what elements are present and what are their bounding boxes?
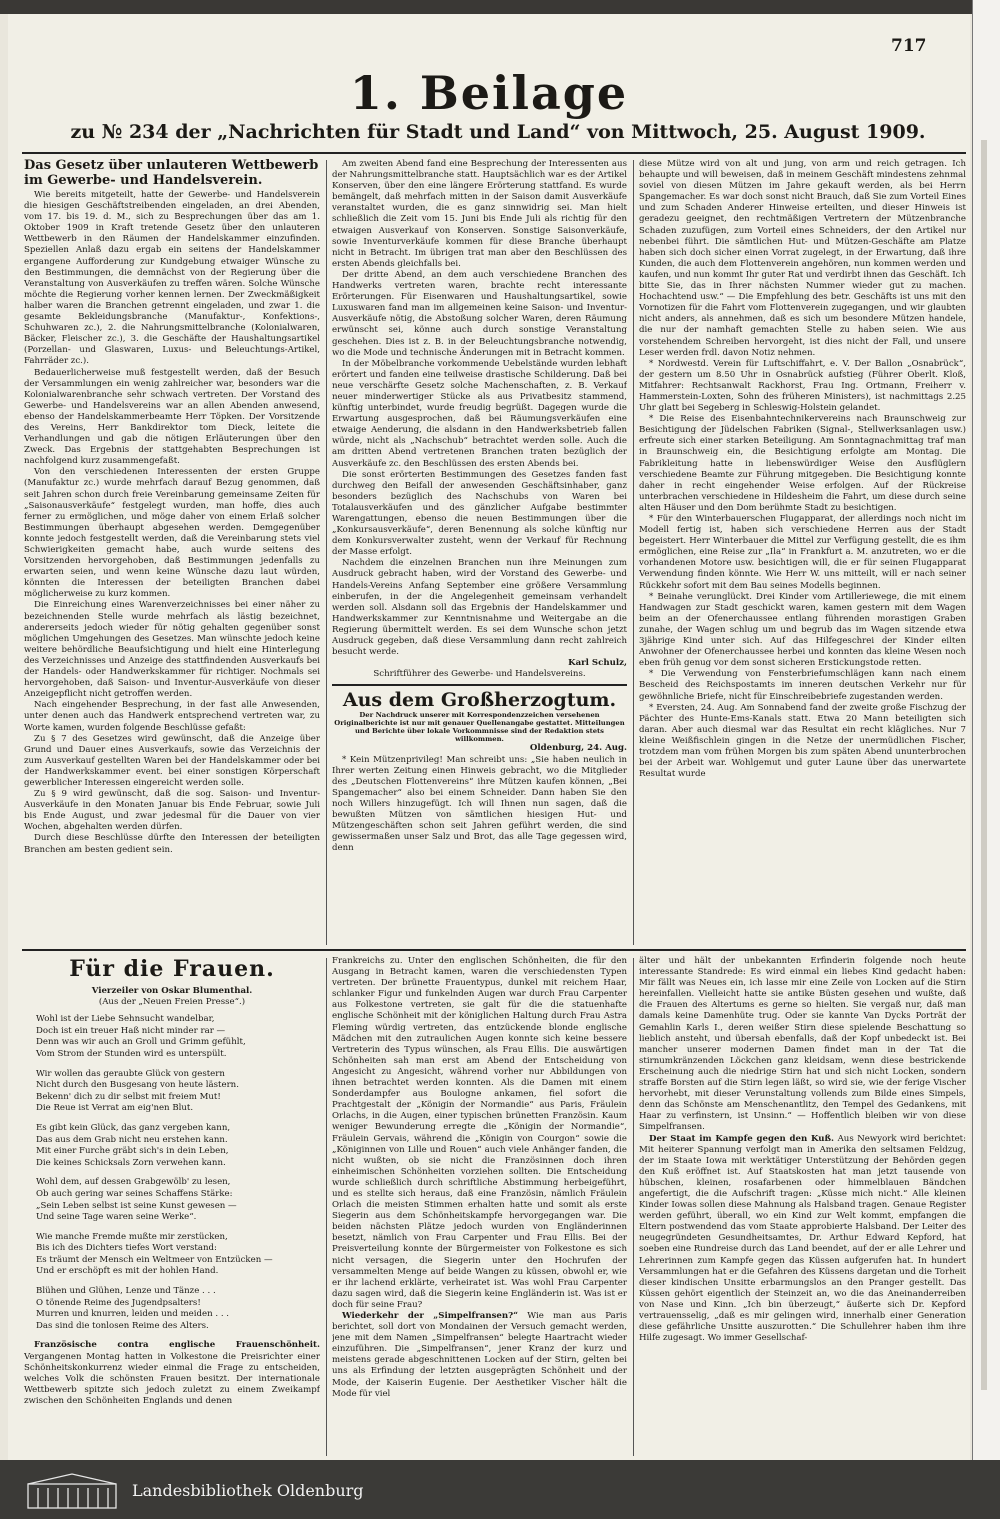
paragraph: Bedauerlicherweise muß festgestellt werden, daß der Besuch der Versammlungen ein wenig zahlreicher war, besonders war die Kolonialwarenbranche sehr schwach vertreten. Der Vorstand des Gewerbe- und Handelsvereins war an allen Abenden anwesend, ebenso der Handelskammerbeamte Herr Töpken. Der Vorsitzende des Vereins, Herr Bankdirektor tom Dieck, leitete die Verhandlungen und gab die nötigen Erläuterungen über den Zweck. Das Ergebnis der stattgehabten Besprechungen ist nachfolgend kurz zusammengefaßt. [24, 367, 320, 467]
article-title: Das Gesetz über unlauteren Wettbewerb im Gewerbe- und Handelsverein. [24, 159, 319, 188]
paragraph: * Nordwestd. Verein für Luftschiffahrt, e. V. Der Ballon „Osnabrück“, der gestern um 8.50 Uhr in Osnabrück aufstieg (Führer Oberlt. Kloß, Mitfahrer: Rechtsanwalt Rackhorst, Frau Ing. Ortmann, Freiherr v. Hammerstein-Loxten, Sohn des früheren Ministers), ist nachmittags 2.25 Uhr glatt bei Segeberg in Schleswig-Holstein gelandet. [639, 358, 966, 414]
paragraph-text: Aus Newyork wird berichtet: Mit heiterer Spannung verfolgt man in Amerika den seltsamen Feldzug, der im Staate Iowa mit werktätiger Unterstützung der Behörden gegen den Kuß eröffnet ist. Auf Staatskosten hat man jetzt tausende von hübschen, kleinen, rosafarbenen oder himmelblauen Bändchen angefertigt, die die Aufschrift tragen: „Küsse mich nicht.“ Alle kleinen Kinder Iowas sollen diese Mahnung als Halsband tragen. Genaue Register werden geführt, überall, wo ein Kind zur Welt kommt, empfangen die Eltern postwendend das vom Staate approbierte Halsband. Der Leiter des neugegründeten Gesundheitsamtes, Dr. Arthur Edward Kepford, hat soeben eine Rundreise durch das Land beendet, auf der er alle Lehrer und Lehrerinnen zum Kampfe gegen das Küssen aufgerufen hat. In hundert Versammlungen hat er die Gefahren des Küssens dargetan und die Torheit dieser kindischen Unsitte erbarmungslos an den Pranger gestellt. Das Küssen gehört eigentlich der Steinzeit an, wo die das Aneinanderreiben von Nase und Kinn. „Ich bin überzeugt,“ äußerte sich Dr. Kepford vertrauensselig, „daß es mir gelingen wird, innerhalb einer Generation diese gefährliche Unsitte auszurotten.“ Die Schullehrer haben ihm ihre Hilfe zugesagt. Wo immer Gesellschaf- [639, 1133, 966, 1344]
dateline: Oldenburg, 24. Aug. [529, 743, 627, 754]
paragraph: Durch diese Beschlüsse dürfte den Interessen der beteiligten Branchen am besten gedient sein. [24, 833, 320, 855]
paragraph: In der Möbelbranche vorkommende Uebelstände wurden lebhaft erörtert und fanden eine teilweise drastische Schilderung. Daß bei neue verschärfte Gesetz solche Machenschaften, z. B. Verkauf neuer minderwertiger Stücke als aus Privatbesitz stammend, künftig unterbindet, wurde freudig begrüßt. Dagegen wurde die Erwartung ausgesprochen, daß bei Räumungsverkäufen eine etwaige Aenderung, die alsdann in den Handwerksbetrieb fallen würde, nicht als „Nachschub“ betrachtet werden solle. Auch die am dritten Abend vertretenen Branchen traten bezüglich der Ausverkäufe zc. den Beschlüssen des ersten Abends bei. [332, 358, 627, 469]
column-rule-1 [326, 160, 327, 945]
paragraph: * Für den Winterbauerschen Flugapparat, der allerdings noch nicht im Modell fertig ist, haben sich verschiedene Herren aus der Stadt begeistert. Herr Winterbauer die Mittel zur Verfügung gestellt, die es ihm ermöglichen, eine Reise zur „Ila“ in Frankfurt a. M. anzutreten, wo er die vorhandenen Motore usw. besichtigen will, die er für seinen Flugapparat Verwendung finden könnte. Wie Herr W. uns mitteilt, will er nach seiner Rückkehr sofort mit dem Bau seines Modells beginnen. [639, 514, 966, 591]
paragraph: diese Mütze wird von alt und jung, von arm und reich getragen. Ich behaupte und will beweisen, daß in meinem Geschäft mindestens zehnmal soviel von diesen Mützen im Jahre gekauft werden, als bei Herrn Spangemacher. Es war doch sonst nicht Brauch, daß Sie zum Vorteil Eines und zum Schaden Anderer Hinweise erteilten, und dieser Hinweis ist geradezu geeignet, den rechtmäßigen Vertretern der Mützenbranche Schaden zuzufügen, zum Vorteil eines Schneiders, der den Artikel nur nebenbei führt. Die sämtlichen Hut- und Mützen-Geschäfte am Platze haben sich doch sicher einen Vorrat zugelegt, in der Erwartung, daß ihre Kunden, die auch dem Flottenverein angehören, nun kommen werden und kaufen, und nun kommt Ihr guter Rat und verdirbt ihnen das Geschäft. Ich bitte Sie, das in Ihrer nächsten Nummer wieder gut zu machen. Hochachtend usw.“ — Die Empfehlung des betr. Geschäfts ist uns mit den Vornotizen für die Fahrt vom Flottenverein zugegangen, und wir glaubten nicht anders, als annehmen, daß es sich um besondere Mützen handele, die nur der namhaft gemachten Stelle zu haben seien. Wie aus vorstehendem Schreiben hervorgeht, ist dies nicht der Fall, und unsere Leser werden frdl. davon Notiz nehmen. [639, 159, 966, 358]
article-wettbewerb [24, 159, 320, 947]
paragraph: Nach eingehender Besprechung, in der fast alle Anwesenden, unter denen auch das Handwerk entsprechend vertreten war, zu Worte kamen, wurden folgende Beschlüsse gefaßt: [24, 700, 320, 733]
poem-line: Vom Strom der Stunden wird es unterspült. [36, 1048, 227, 1059]
scan-edge-strip [981, 140, 987, 1390]
paragraph: Zu § 9 wird gewünscht, daß die sog. Saison- und Inventur-Ausverkäufe in den Monaten Januar bis Ende Februar, sowie Juli bis Ende August, und zwar jedesmal für die Dauer von vier Wochen, abgehalten werden dürfen. [24, 789, 320, 833]
poem-line: Mit einer Furche gräbt sich's in dein Leben, [36, 1146, 229, 1157]
poem-line: Bekenn' dich zu dir selbst mit freiem Mut! [36, 1091, 221, 1102]
poem-line: Bis ich des Dichters tiefes Wort verstand: [36, 1243, 217, 1254]
paragraph [24, 1340, 320, 1407]
poem-source: (Aus der „Neuen Freien Presse“.) [98, 997, 246, 1008]
column-rule-2 [633, 160, 634, 945]
poem-line: Das sind die tonlosen Reime des Alters. [36, 1320, 209, 1331]
poem-stanza [36, 1177, 320, 1223]
poem-stanza [36, 1286, 320, 1332]
paragraph [332, 1311, 627, 1400]
paragraph: Der dritte Abend, an dem auch verschiedene Branchen des Handwerks vertreten waren, brachte recht interessante Erörterungen. Für Eisenwaren und Haushaltungsartikel, sowie Luxuswaren fand man im allgemeinen keine Saison- und Inventur-Ausverkäufe nötig, die Abstoßung solcher Waren, deren Räumung erwünscht sei, könne auch durch sonstige Veranstaltung geschehen. Dies ist z. B. in der Beleuchtungsbranche notwendig, wo die Mode und technische Änderungen mit in Betracht kommen. [332, 269, 627, 358]
column-rule-3 [326, 958, 327, 1456]
paragraph: * Beinahe verunglückt. Drei Kinder vom Artilleriewege, die mit einem Handwagen zur Stadt geschickt waren, kamen gestern mit dem Wagen beim an der Ofenerchaussee entlang führenden morastigen Graben zunahe, der Wagen schlug um und begrub das im Wagen sitzende etwa 3jährige Kind unter sich. Auf das Hilfegeschrei der Kinder eilten Anwohner der Ofenerchaussee herbei und konnten das kleine Wesen noch eben früh genug vor dem sonst sicheren Erstickungstode retten. [639, 591, 966, 669]
article-schoenheit-cont [332, 956, 627, 1456]
article-continuation [332, 159, 627, 947]
poem-line: Blühen und Glühen, Lenze und Tänze . . . [36, 1286, 216, 1297]
poem-line: Murren und knurren, leiden und meiden . . . [36, 1309, 230, 1320]
reprint-notice: Der Nachdruck unserer mit Korrespondenzzeichen versehenen Originalberichte ist nur mit genauer Quellenangabe gestattet. Mitteilungen und Berichte über lokale Vorkommnisse sind der Redaktion stets willkommen. [334, 711, 625, 744]
section-frauen [24, 956, 320, 1456]
poem-title: Vierzeiler von Oskar Blumenthal. [91, 986, 253, 996]
paragraph: Frankreichs zu. Unter den englischen Schönheiten, die für den Ausgang in Betracht kamen, waren die verschiedensten Typen vertreten. Der brünette Frauentypus, dunkel mit reichem Haar, schlanker Figur und funkelnden Augen war durch Frau Carpenter aus Folkestone vertreten, sie galt für die die statuenhafte englische Schönheit mit der königlichen Haltung durch Frau Astra Fleming würdig vertreten, das entzückende blonde englische Mädchen mit den zutraulichen Augen konnte sich keine bessere Vertreterin des Typus wünschen, als Frau Ellis. Die auswärtigen Schönheiten sah man erst am Abend der Entscheidung von Angesicht zu Angesicht, während vorher nur Abbildungen von ihnen betrachtet werden konnten. Als die Damen mit einem Sonderdampfer aus Boulogne ankamen, fiel sofort die Prachtgestalt der „Königin der Normandie“ aus Paris, Fräulein Orlachs, in die Augen, einer typischen brünetten Französin. Kaum weniger Bewunderung erregte die „Königin der Normandie“, Fräulein Gervais, während die „Königin von Courgon“ sowie die „Königinnen von Lille und Rouen“ auch viele Anhänger fanden, die nicht wußten, ob sie nicht die Französinnen doch ihren einheimischen Schönheiten vorziehen sollten. Die Entscheidung wurde schließlich durch schriftliche Abstimmung herbeigeführt, und es stellte sich heraus, daß eine Französin, nämlich Fräulein Orlach die meisten Stimmen erhalten hatte und somit als erste Siegerin aus dem Schönheitskampfe hervorgegangen war. Die beiden nächsten Plätze jedoch wurden von Engländerinnen besetzt, nämlich von Frau Carpenter und Frau Ellis. Bei der Preisverteilung konnte der Bürgermeister von Folkestone es sich nicht versagen, die Siegerin unter den Hochrufen der versammelten Menge auf beide Wangen zu küssen, obwohl er, wie er ihr lachend erklärte, verheiratet ist. Was wohl Frau Carpenter dazu sagen wird, daß die Siegerin keine Engländerin ist. Was ist er doch für seine Frau? [332, 956, 627, 1310]
paragraph: Zu § 7 des Gesetzes wird gewünscht, daß die Anzeige über Grund und Dauer eines Ausverkaufs, sowie das Verzeichnis der zum Ausverkauf gestellten Waren bei der Handelskammer oder bei der Handwerkskammer event. bei einer sonstigen Körperschaft gewerblicher Interessen eingereicht werden solle. [24, 733, 320, 788]
poem-line: Nicht durch den Busgesang von heute lästern. [36, 1080, 239, 1091]
poem-stanza [36, 1069, 320, 1115]
poem-line: Doch ist ein treuer Haß nicht minder rar — [36, 1025, 226, 1036]
section-title-grossherzogtum: Aus dem Großherzogtum. [342, 689, 617, 712]
poem-stanza [36, 1014, 320, 1060]
library-logo-icon [26, 1472, 118, 1510]
poem-line: Die Reue ist Verrat am eig'nen Blut. [36, 1103, 194, 1114]
paragraph: * Die Verwendung von Fensterbriefumschlägen kann nach einem Bescheid des Reichspostamts im inneren deutschen Verkehr nur für gewöhnliche Briefe, nicht für Einschreibebriefe zugestanden werden. [639, 669, 966, 702]
poem-line: Und er erschöpft es mit der hohlen Hand. [36, 1266, 219, 1277]
poem-line: Wir wollen das geraubte Glück von gestern [36, 1068, 225, 1079]
paragraph: Wie bereits mitgeteilt, hatte der Gewerbe- und Handelsverein die hiesigen Geschäftstreibenden eingeladen, an drei Abenden, vom 17. bis 19. d. M., sich zu Besprechungen über das am 1. Oktober 1909 in Kraft tretende Gesetz über den unlauteren Wettbewerb in den Räumen der Handelskammer einzufinden. Speziellen Anlaß dazu ergab ein seitens der Handelskammer ergangene Aufforderung zur Kundgebung etwaiger Wünsche zu den Bestimmungen, die demnächst von der Regierung über die Veranstaltung von Ausverkäufen zu treffen wären. Solche Wünsche möchte die Regierung vorher kennen lernen. Der Zweckmäßigkeit halber waren die Branchen getrennt eingeladen, und zwar 1. die gesamte Bekleidungsbranche (Manufaktur-, Konfektions-, Schuhwaren zc.), 2. die Nahrungsmittelbranche (Kolonialwaren, Bäcker, Fleischer zc.), 3. die Geschäfte der Haushaltungsartikel (Porzellan- und Glaswaren, Luxus- und Beleuchtungs-Artikel, Fahrräder zc.). [24, 190, 320, 367]
section-rule [332, 684, 627, 686]
signature: Karl Schulz, [568, 658, 627, 669]
paragraph: * Kein Mützenprivileg! Man schreibt uns: „Sie haben neulich in Ihrer werten Zeitung einen Hinweis gebracht, wo die Mitglieder des „Deutschen Flottenvereins“ ihre Mützen kaufen können, „Bei Spangemacher“ also bei einem Schneider. Dann haben Sie den noch Willers hinzugefügt. Ich will Ihnen nun sagen, daß die bewußten Mützen von sämtlichen hiesigen Hut- und Mützengeschäften schon seit Jahren geführt werden, die sind gewissermaßen unser Salz und Brot, das alle Tage gegessen wird, denn [332, 754, 627, 854]
paragraph [639, 1134, 966, 1345]
paragraph: Die sonst erörterten Bestimmungen des Gesetzes fanden fast durchweg den Beifall der anwesenden Geschäftsinhaber, ganz besonders bezüglich des Nachschubs von Waren bei Totalausverkäufen und des gänzlicher Aufgabe bestimmter Warengattungen, ebenso die neuen Bestimmungen über die „Konkursausverkäufe“, deren Benennung als solche künftig nur dem Konkursverwalter zusteht, wenn der Verkauf für Rechnung der Masse erfolgt. [332, 469, 627, 558]
poem-line: Und seine Tage waren seine Werke“. [36, 1212, 197, 1223]
poem-line: „Sein Leben selbst ist seine Kunst gewesen — [36, 1200, 237, 1211]
issue-subtitle: zu № 234 der „Nachrichten für Stadt und Land“ von Mittwoch, 25. August 1909. [70, 121, 926, 143]
paragraph: Nachdem die einzelnen Branchen nun ihre Meinungen zum Ausdruck gebracht haben, wird der Vorstand des Gewerbe- und Handels-Vereins Anfang September eine größere Versammlung einberufen, in der die Angelegenheit gemeinsam verhandelt werden soll. Alsdann soll das Ergebnis der Handelskammer und Handwerkskammer zur Kenntnisnahme und Weitergabe an die Regierung übermittelt werden. Es sei dem Wunsche schon jetzt Ausdruck gegeben, daß diese Versammlung dann recht zahlreich besucht werde. [332, 558, 627, 658]
masthead: 1. Beilage [349, 66, 629, 120]
poem-line: Wie manche Fremde mußte mir zerstücken, [36, 1231, 228, 1242]
poem-stanza [36, 1123, 320, 1169]
rule-middle [22, 949, 966, 951]
poem-line: Ob auch gering war seines Schaffens Stärke: [36, 1188, 233, 1199]
paragraph: * Die Reise des Eisenbahntechnikervereins nach Braunschweig zur Besichtigung der Jüdelschen Fabriken (Signal-, Stellwerksanlagen usw.) erfreute sich einer starken Beteiligung. Am Sonntagnachmittag traf man in Braunschweig ein, die Besichtigung erfolgte am Montag. Die Fabrikleitung hatte in liebenswürdiger Weise den Ausflüglern verschiedene Beamte zur Führung mitgegeben. Die Besichtigung konnte daher in recht eingehender Weise erfolgen. Auf der Rückreise unterbrachen verschiedene in Hildesheim die Fahrt, um diese durch seine alten Häuser und den Dom berühmte Stadt zu besichtigen. [639, 414, 966, 513]
local-news [639, 159, 966, 947]
article-head: Der Staat im Kampfe gegen den Kuß. [649, 1133, 835, 1144]
signature-role: Schriftführer des Gewerbe- und Handelsvereins. [373, 669, 586, 680]
library-name[interactable]: Landesbibliothek Oldenburg [132, 1481, 364, 1500]
poem [24, 1014, 320, 1332]
article-head: Wiederkehr der „Simpelfransen?“ [342, 1311, 519, 1321]
poem-line: Wohl dem, auf dessen Grabgewölb' zu lesen, [36, 1177, 231, 1188]
paragraph: Am zweiten Abend fand eine Besprechung der Interessenten aus der Nahrungsmittelbranche statt. Hauptsächlich war es der Artikel Konserven, über den eine längere Erörterung stattfand. Es wurde bemängelt, daß mehrfach mitten in der Saison damit Ausverkäufe veranstaltet wurden, die es ganz sinnwidrig sei. Man hielt schließlich die Zeit vom 15. Juni bis Ende Juli als richtig für den etwaigen Ausverkauf von Konserven. Sonstige Saisonverkäufe, sowie Inventurverkäufe kommen für diese Branche überhaupt nicht in Betracht. Im übrigen trat man aber den Beschlüssen des ersten Abends gleichfalls bei. [332, 159, 627, 269]
paragraph-text: Vergangenen Montag hatten in Volkestone die Preisrichter einer Schönheitskonkurrenz wieder einmal die Frage zu entscheiden, welches Volk die schönsten Frauen besitzt. Der internationale Wettbewerb spitzte sich jedoch zuletzt zu einem Zweikampf zwischen den Schönheiten Englands und denen [24, 1351, 320, 1406]
poem-stanza [36, 1232, 320, 1278]
paragraph: * Eversten, 24. Aug. Am Sonnabend fand der zweite große Fischzug der Pächter des Hunte-Ems-Kanals statt. Etwa 20 Mann beteiligten sich daran. Aber auch diesmal war das Resultat ein recht klägliches. Nur 7 kleine Weißfischlein gingen in die Netze der unermüdlichen Fischer, trotzdem man vom frühen Morgen bis zum späten Abend ununterbrochen bei der Arbeit war. Wohlgemut und guter Laune über das unerwartete Resultat wurde [639, 702, 966, 780]
paragraph: älter und hält der unbekannten Erfinderin folgende noch heute interessante Standrede: Es wird einmal ein liebes Kind gedacht haben: Mir fällt was Neues ein, ich lasse mir eine Zeile von Locken auf die Stirn hereinfallen. Vielleicht hatte sie antike Büsten gesehen und wußte, daß die Frauen des Altertums es gerne so hielten. Sie vergaß nur, daß man damals keine Damenhüte trug. Oder sie kannte Van Dycks Porträt der Gemahlin Karls I., deren weißer Stirn diese spielende Beschattung so lieblich ansteht, und übersah ebenfalls, daß der Kopf unbedeckt ist. Bei mancher unserer modernen Damen findet man in der Tat die stirnumkränzenden Löckchen ganz kleidsam, wenn diese bestrickende Erscheinung auch die niedrige Stirn hat und sich nicht Locken, sondern straffe Borsten auf die Stirn legen läßt, so wird sie, wie der ferige Vischer hervorhebt, mit dieser Verunstaltung vollends zum Bilde eines Simpels, denn das Schönste am Menschenantlitz, den Tempel des Gedankens, mit Haar zu verfinstern, ist Unsinn.“ — Hoffentlich bleiben wir von diese Simpelfransen. [639, 956, 966, 1133]
article-simpelfransen-cont [639, 956, 966, 1456]
poem-line: Die keines Schicksals Zorn verwehen kann. [36, 1157, 226, 1168]
paragraph-text: Wie man aus Paris berichtet, soll dort von Mondainen der Versuch gemacht werden, jene mit dem Namen „Simpelfransen“ belegte Haartracht wieder einzuführen. Die „Simpelfransen“, jener Kranz der kurz und meistens gerade abgeschnittenen Locken auf der Stirn, gelten bei uns als Erfindung der letzten ausgeprägten Schönheit und der Mode, der Kaiserin Eugenie. Der Aesthetiker Vischer hält die Mode für viel [332, 1311, 627, 1399]
newspaper-page [8, 14, 970, 1460]
paragraph: Die Einreichung eines Warenverzeichnisses bei einer näher zu bezeichnenden Stelle wurde mehrfach als lästig bezeichnet, andererseits jedoch wieder für nötig gehalten gegenüber sonst möglichen Umgehungen des Gesetzes. Man wünschte jedoch keine weitere behördliche Beaufsichtigung und hielt eine Hinterlegung des Verzeichnisses und Anzeige des stattfindenden Ausverkaufs bei der Handels- oder Handwerkskammer für richtiger. Nochmals sei hervorgehoben, daß Saison- und Inventur-Ausverkäufe von dieser Anzeigepflicht nicht getroffen werden. [24, 600, 320, 700]
column-rule-4 [633, 958, 634, 1456]
poem-line: O tönende Reime des Jugendpsalters! [36, 1297, 201, 1308]
paragraph: Von den verschiedenen Interessenten der ersten Gruppe (Manufaktur zc.) wurde mehrfach darauf Bezug genommen, daß seit Jahren schon durch freie Vereinbarung gemeinsame Zeiten für „Saisonausverkäufe“ festgelegt wurden, man hoffe, dies auch ferner zu ermöglichen, und möge daher von einem Erlaß solcher Bestimmungen überhaupt abgesehen werden. Demgegenüber konnte jedoch festgestellt werden, daß die Vereinbarung stets viel Schwierigkeiten gemacht habe, auch wurde seitens des Vorsitzenden hervorgehoben, daß Bestimmungen jedenfalls zu erwarten seien, und wenn keine Wünsche dazu laut würden, könnten die Interessen der beteiligten Branchen dabei möglicherweise zu kurz kommen. [24, 467, 320, 600]
poem-line: Wohl ist der Liebe Sehnsucht wandelbar, [36, 1014, 215, 1025]
scanner-top-bar [0, 0, 1000, 14]
poem-line: Denn was wir auch an Groll und Grimm gefühlt, [36, 1037, 246, 1048]
page-number: 717 [891, 36, 927, 56]
section-title-frauen: Für die Frauen. [69, 956, 275, 982]
article-head: Französische contra englische Frauenschönheit. [34, 1340, 320, 1351]
poem-line: Es gibt kein Glück, das ganz vergeben kann, [36, 1122, 231, 1133]
poem-line: Das aus dem Grab nicht neu erstehen kann. [36, 1134, 228, 1145]
rule-top [22, 152, 966, 154]
poem-line: Es träumt der Mensch ein Weltmeer von Entzücken — [36, 1254, 273, 1265]
